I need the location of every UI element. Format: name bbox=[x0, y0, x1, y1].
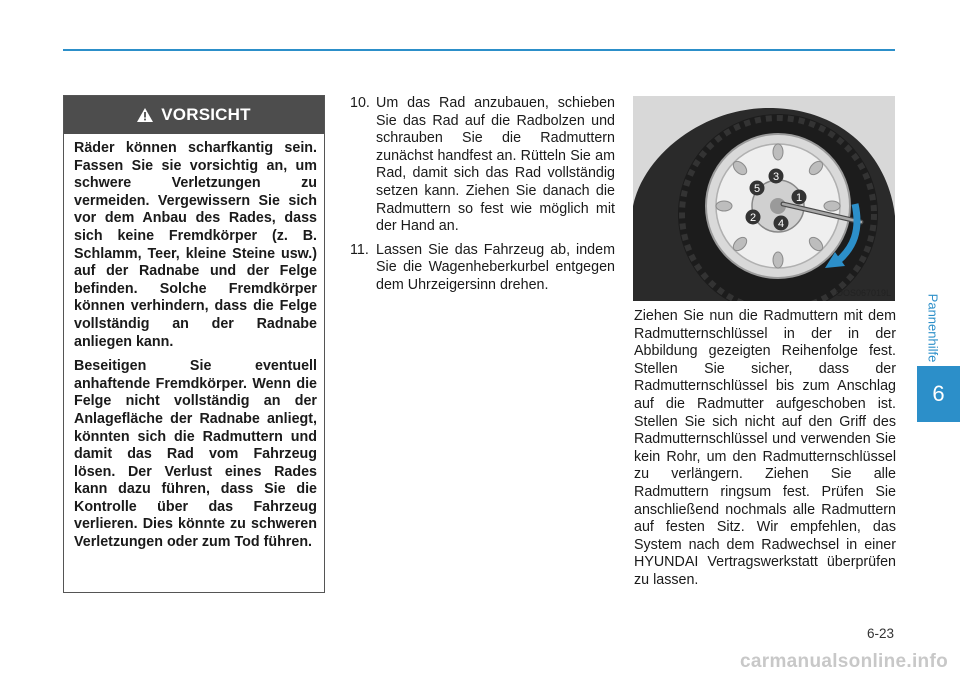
chapter-name: Pannenhilfe bbox=[925, 293, 941, 363]
step-item bbox=[350, 242, 615, 295]
wheel-illustration bbox=[633, 96, 895, 301]
step-text: Lassen Sie das Fahrzeug ab, indem Sie die Wagenheberkurbel entgegen dem Uhrzeigersinn drehen. bbox=[376, 241, 615, 293]
nut-marker bbox=[774, 216, 789, 231]
nut-label: 4 bbox=[777, 218, 785, 230]
chapter-side-label bbox=[925, 288, 941, 368]
chapter-tab bbox=[917, 366, 960, 422]
nut-marker bbox=[746, 210, 761, 225]
nut-label: 2 bbox=[749, 212, 757, 224]
nut-label: 5 bbox=[753, 183, 761, 195]
warning-box bbox=[63, 95, 325, 593]
step-number: 11. bbox=[350, 241, 369, 258]
warning-body bbox=[74, 140, 317, 559]
warning-paragraph: Beseitigen Sie eventuell anhaftende Fremdkörper. Wenn die Felge nicht vollständig an der Anlagefläche der Radnabe anliegt, könnten sich die Radmuttern und damit das Rad vom Fahrzeug lösen. Der Verlust eines Rades kann dazu führen, dass Sie die Kontrolle über das Fahrzeug verlieren. Dies könnte zu schweren Verletzungen oder zum Tod führen. bbox=[74, 358, 317, 551]
warning-triangle-icon bbox=[137, 108, 153, 122]
steps-list bbox=[350, 95, 615, 301]
warning-paragraph: Räder können scharfkantig sein. Fassen Sie sie vorsichtig an, um schwere Verletzungen zu vermeiden. Vergewissern Sie sich vor dem Anbau des Rades, dass sich keine Fremdkörper (z. B. Schlamm, Teer, kleine Steine usw.) auf der Radnabe und der Felge befinden. Solche Fremdkörper können verhindern, dass die Felge vollständig an der Radnabe anliegen kann. bbox=[74, 140, 317, 350]
body-text: Ziehen Sie nun die Radmuttern mit dem Radmutternschlüssel in der in der Abbildung gezeigten Reihenfolge fest. Stellen Sie sicher, dass der Radmutternschlüssel bis zum Anschlag auf die Radmutter aufgeschoben ist. Stellen Sie sich nicht auf den Griff des Radmutternschlüssel und verwenden Sie kein Rohr, um den Radmutternschlüssel zu verlängern. Ziehen Sie alle Radmuttern ringsum fest. Prüfen Sie anschließend nochmals alle Radmuttern auf festen Sitz. Wir empfehlen, das System nach dem Radwechsel in einer HYUNDAI Vertragswerkstatt überprüfen zu lassen. bbox=[634, 308, 896, 588]
header-rule bbox=[63, 49, 895, 51]
step-text: Um das Rad anzubauen, schieben Sie das Rad auf die Radbolzen und schrauben Sie die Radmuttern zunächst handfest an. Rütteln Sie am Rad, damit sich das Rad vollständig setzen kann. Ziehen Sie danach die Radmuttern so fest wie möglich mit der Hand an. bbox=[376, 95, 615, 235]
nut-marker bbox=[769, 169, 784, 184]
nut-label: 1 bbox=[795, 192, 803, 204]
instructions-paragraph bbox=[634, 308, 896, 590]
step-item bbox=[350, 95, 615, 236]
nut-label: 3 bbox=[772, 171, 780, 183]
wheel-drawing bbox=[633, 96, 895, 301]
chapter-number: 6 bbox=[932, 381, 945, 406]
watermark: carmanualsonline.info bbox=[740, 651, 948, 672]
nut-marker bbox=[792, 190, 807, 205]
step-number: 10. bbox=[350, 95, 370, 111]
warning-title: VORSICHT bbox=[161, 105, 251, 124]
figure-code: OOS067019L bbox=[835, 288, 891, 298]
nut-marker bbox=[750, 181, 765, 196]
warning-header bbox=[64, 96, 324, 134]
page-number: 6-23 bbox=[866, 626, 894, 641]
